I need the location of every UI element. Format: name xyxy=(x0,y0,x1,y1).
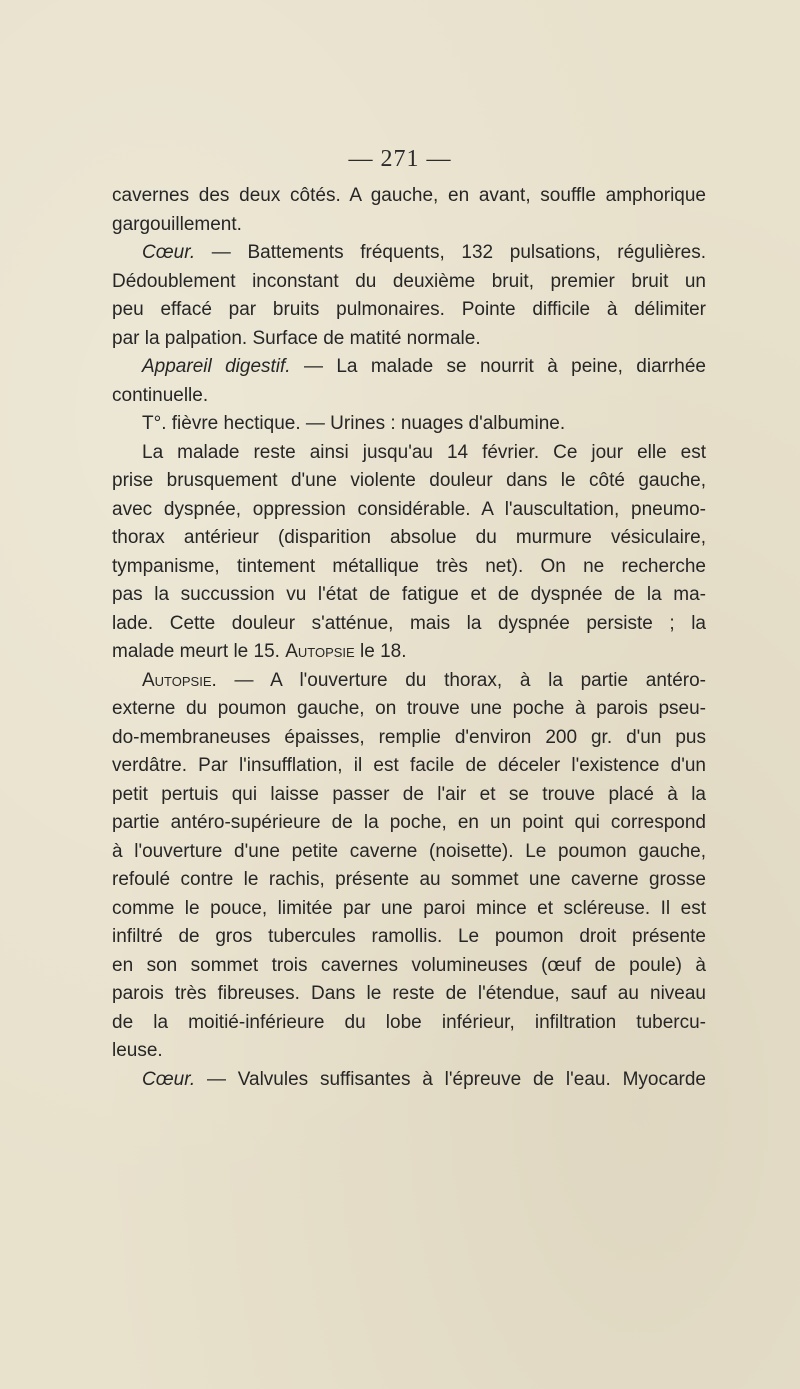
text-line xyxy=(112,553,706,582)
text-segment: à l'ouverture d'une petite caverne (noisette). Le poumon gauche, xyxy=(112,840,706,862)
text-segment: leuse. xyxy=(112,1040,163,1061)
text-line xyxy=(112,353,706,382)
text-segment: — Valvules suffisantes à l'épreuve de l'eau. Myocarde xyxy=(195,1068,706,1090)
text-segment: gargouillement. xyxy=(112,213,242,235)
text-segment: petit pertuis qui laisse passer de l'air et se trouve placé à la xyxy=(112,783,706,805)
text-segment: La malade reste ainsi jusqu'au 14 février. Ce jour elle est xyxy=(142,441,706,463)
text-line xyxy=(112,895,706,924)
text-line xyxy=(112,695,706,724)
italic-heading: Cœur. xyxy=(142,242,196,263)
text-line xyxy=(112,268,706,297)
text-line xyxy=(112,524,706,553)
text-segment: — La malade se nourrit à peine, diarrhée xyxy=(290,356,707,377)
text-line xyxy=(112,809,706,838)
text-line xyxy=(112,496,706,525)
text-segment: tympanisme, tintement métallique très net). On ne recherche xyxy=(112,555,706,577)
text-segment: pas la succussion vu l'état de fatigue et de dyspnée de la ma- xyxy=(112,584,706,605)
text-segment: comme le pouce, limitée par une paroi mince et scléreuse. Il est xyxy=(112,897,706,919)
text-segment: parois très fibreuses. Dans le reste de l'étendue, sauf au niveau xyxy=(112,983,706,1004)
text-segment: prise brusquement d'une violente douleur dans le côté gauche, xyxy=(112,470,706,491)
text-line xyxy=(112,182,706,211)
text-line xyxy=(112,752,706,781)
text-segment: lade. Cette douleur s'atténue, mais la dyspnée persiste ; la xyxy=(112,612,706,634)
text-line xyxy=(112,610,706,639)
small-caps-word: Autopsie. xyxy=(142,669,217,691)
text-segment: avec dyspnée, oppression considérable. A l'auscultation, pneumo- xyxy=(112,498,706,520)
text-line xyxy=(112,296,706,325)
text-segment: le 18. xyxy=(354,641,407,662)
text-line xyxy=(112,724,706,753)
text-line xyxy=(112,211,706,240)
text-line xyxy=(112,239,706,268)
text-segment: de la moitié-inférieure du lobe inférieur, infiltration tubercu- xyxy=(112,1011,706,1033)
text-line xyxy=(112,1009,706,1038)
text-line xyxy=(112,781,706,810)
text-line xyxy=(112,581,706,610)
small-caps-word: Autopsie xyxy=(285,641,355,662)
text-line xyxy=(112,952,706,981)
italic-heading: Cœur. xyxy=(142,1068,196,1090)
text-line xyxy=(112,838,706,867)
text-segment: externe du poumon gauche, on trouve une poche à parois pseu- xyxy=(112,698,706,719)
text-segment: partie antéro-supérieure de la poche, en un point qui correspond xyxy=(112,812,706,833)
text-segment: peu effacé par bruits pulmonaires. Pointe difficile à délimiter xyxy=(112,299,706,320)
text-line xyxy=(112,1066,706,1095)
text-segment: par la palpation. Surface de matité normale. xyxy=(112,327,481,349)
text-segment: malade meurt le 15. xyxy=(112,641,286,662)
text-line xyxy=(112,980,706,1009)
text-line xyxy=(112,325,706,354)
text-segment: cavernes des deux côtés. A gauche, en avant, souffle amphorique xyxy=(112,185,706,206)
text-line xyxy=(112,923,706,952)
text-segment: continuelle. xyxy=(112,384,209,406)
text-segment: infiltré de gros tubercules ramollis. Le poumon droit présente xyxy=(112,926,706,947)
text-line xyxy=(112,467,706,496)
text-line xyxy=(112,667,706,696)
text-line xyxy=(112,638,706,667)
italic-heading: Appareil digestif. xyxy=(142,356,291,377)
text-line xyxy=(112,439,706,468)
text-segment: en son sommet trois cavernes volumineuses (œuf de poule) à xyxy=(112,954,706,976)
text-segment: Dédoublement inconstant du deuxième bruit, premier bruit un xyxy=(112,270,706,292)
text-segment: verdâtre. Par l'insufflation, il est facile de déceler l'existence d'un xyxy=(112,755,706,776)
body-text xyxy=(112,182,706,1094)
text-segment: do-membraneuses épaisses, remplie d'environ 200 gr. d'un pus xyxy=(112,726,706,748)
text-segment: T°. fièvre hectique. — Urines : nuages d'albumine. xyxy=(142,413,566,434)
text-segment: — A l'ouverture du thorax, à la partie antéro- xyxy=(216,669,706,691)
text-segment: thorax antérieur (disparition absolue du murmure vésiculaire, xyxy=(112,527,706,548)
text-segment: — Battements fréquents, 132 pulsations, régulières. xyxy=(195,242,706,263)
page-number: — 271 — xyxy=(348,146,452,172)
text-line xyxy=(112,410,706,439)
text-line xyxy=(112,382,706,411)
text-line xyxy=(112,1037,706,1066)
text-line xyxy=(112,866,706,895)
text-segment: refoulé contre le rachis, présente au sommet une caverne grosse xyxy=(112,869,706,890)
